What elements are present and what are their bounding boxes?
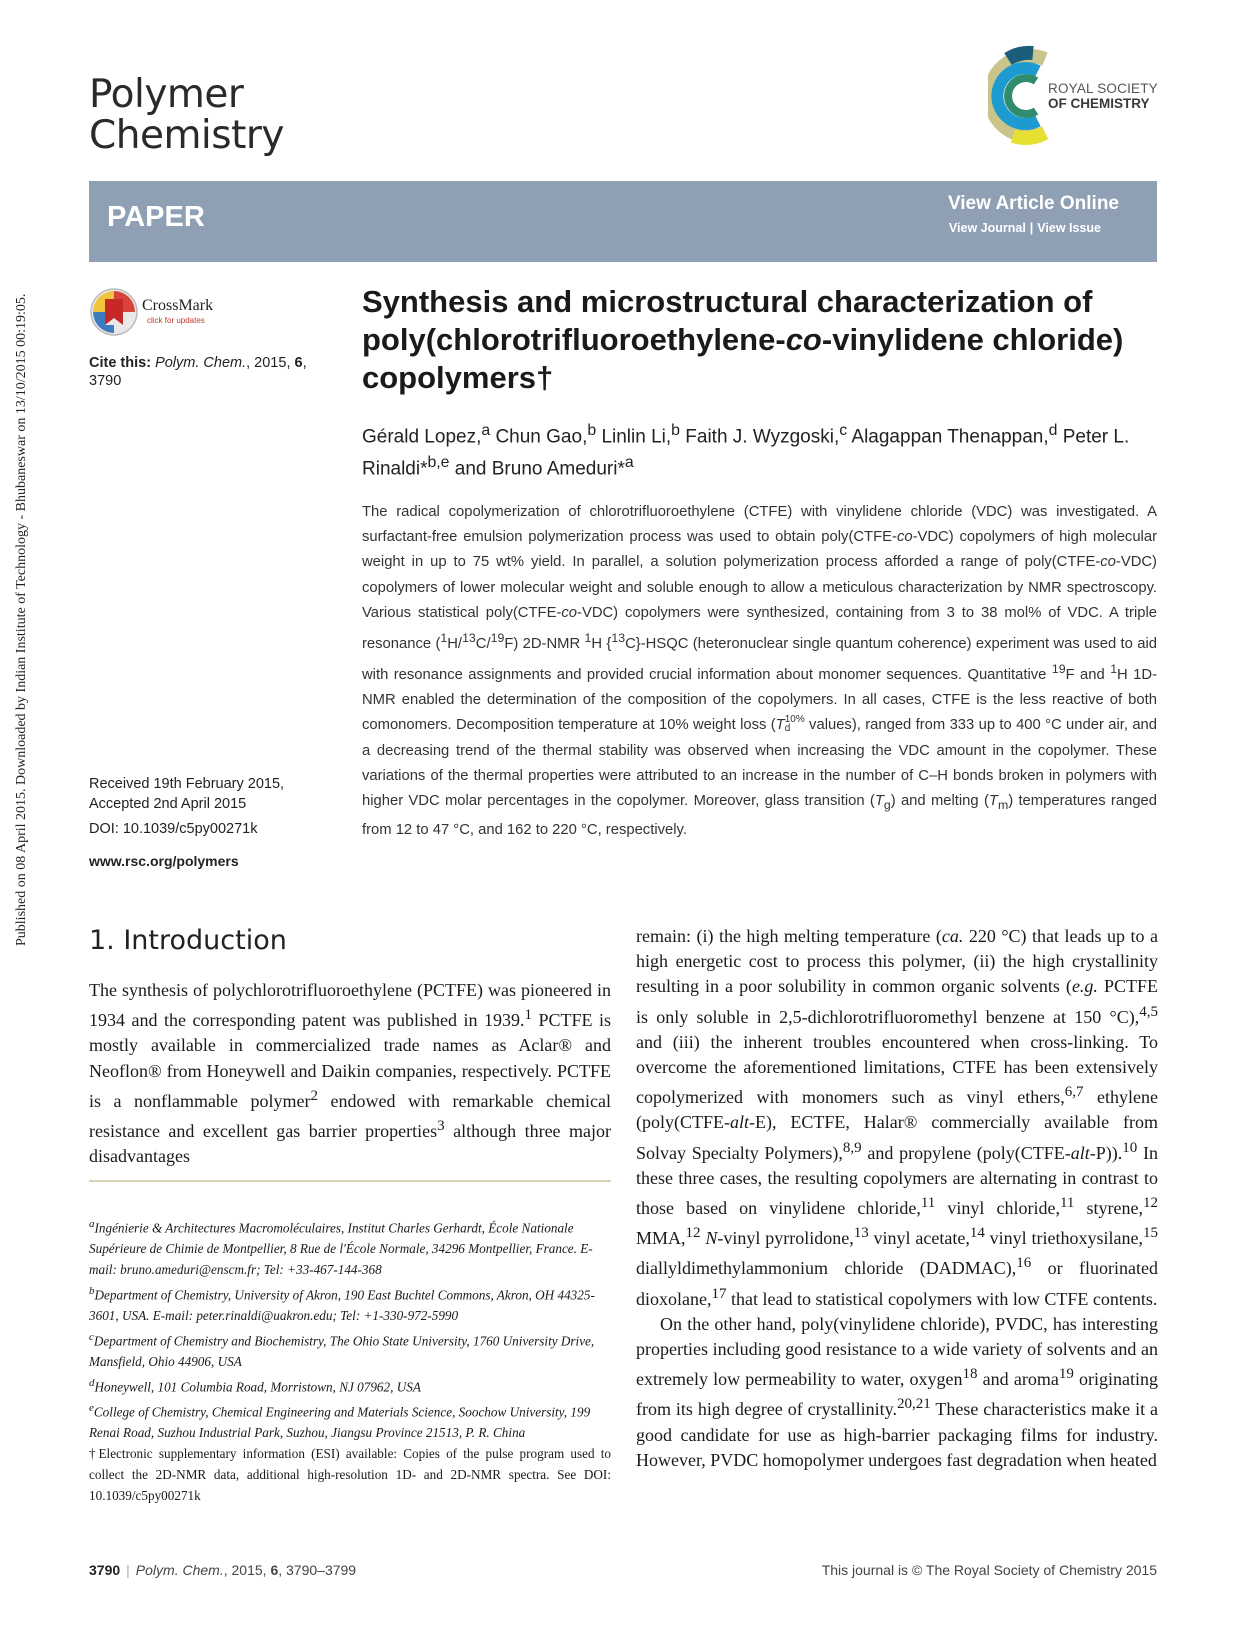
author-list [362,418,1162,483]
body-text: or fluorinated dioxolane, [636,1258,1159,1309]
isotope-mass: 19 [490,631,505,646]
citation-ref[interactable]: 2 [310,1087,319,1104]
footnote-text: Honeywell, 101 Columbia Road, Morristown, NJ 07962, USA [94,1379,421,1395]
citation-ref[interactable]: 19 [1058,1366,1074,1383]
abstract-text: F and [1065,667,1111,684]
rsc-logo-line1: ROYAL SOCIETY [1048,81,1158,96]
td-subscript: d [784,723,791,735]
abstract-text: -VDC) copolymers of high molecular weight in up to 75 wt% yield. In parallel, a solution polymerization process afforded a range of poly(CTFE- [362,529,1157,571]
body-text: vinyl acetate, [868,1228,970,1249]
journal-title-line2: Chemistry [89,113,284,158]
footnote-marker: e [89,1401,94,1414]
body-text: In these three cases, the resulting copolymers are alternating in contrast to those based on vinylidene chloride, [636,1142,1159,1219]
citation-ref[interactable]: 17 [711,1285,727,1302]
citation-ref[interactable]: 4,5 [1139,1003,1158,1020]
cite-year: , 2015, [246,355,291,371]
body-text: MMA, [636,1228,686,1249]
abstract-italic: co [561,604,578,621]
author[interactable]: Gérald Lopez, [362,426,482,448]
cite-page: , 3790 [89,355,307,389]
body-text: -E), ECTFE, Halar® commercially available from Solvay Specialty Polymers), [636,1112,1158,1163]
body-text: -vinyl pyrrolidone, [717,1228,854,1249]
crossmark-label: CrossMark [142,297,214,314]
footer-year: , 2015, [223,1562,267,1578]
abstract [362,500,1157,843]
crossmark-sub: click for updates [147,316,205,325]
citation-ref[interactable]: 12 [1143,1195,1158,1212]
symbol-tm: T [988,793,998,810]
abstract-text: C/ [475,635,491,652]
article-title-part1: Synthesis and microstructural characterization of poly(chlorotrifluoroethylene- [362,284,1093,357]
isotope-mass: 13 [462,631,476,646]
citation-ref[interactable]: 16 [1016,1255,1032,1272]
article-title [362,283,1162,397]
crossmark-badge[interactable] [89,287,229,339]
article-title-co: co [785,322,822,357]
section-heading-introduction: 1. Introduction [89,925,287,956]
affiliation-footnote [89,1327,611,1373]
citation-ref[interactable]: 14 [969,1225,985,1242]
author-affiliation: b [587,422,597,439]
cite-prefix: Cite this: [89,355,152,371]
view-article-online-link[interactable]: View Article Online [947,193,1119,214]
body-text: These characteristics make it a good candidate for use as high-barrier packaging films for industry. However, PVDC homopolymer undergoes fast degradation when heated [636,1399,1158,1470]
affiliation-footnote [89,1281,611,1327]
view-issue-link[interactable]: View Issue [1037,221,1101,235]
body-text: and aroma [977,1369,1059,1390]
body-text: -P)). [1089,1142,1123,1163]
abstract-text: H 1D-NMR enabled the determination of the composition of the copolymers. In all cases, CTFE is the less reactive of both comonomers. Decomposition temperature at 10% weight loss ( [362,667,1158,734]
accepted-date: Accepted 2nd April 2015 [89,796,247,812]
symbol-td: T [775,717,785,734]
isotope-mass: 1 [440,631,448,646]
body-text: vinyl chloride, [935,1198,1060,1219]
abstract-text: ) temperatures ranged from 12 to 47 °C, and 162 to 220 °C, respectively. [362,793,1158,839]
citation-ref[interactable]: 10 [1122,1139,1138,1156]
footnote-text: College of Chemistry, Chemical Engineering and Materials Science, Soochow University, 199 Renai Road, Suzhou Industrial Park, Suzhou, Jiangsu Province 21513, P. R. China [89,1404,591,1441]
journal-title[interactable] [89,74,349,156]
footnote-marker: b [89,1284,95,1297]
body-text: and propylene (poly(CTFE- [861,1142,1071,1163]
author[interactable]: Peter L. Rinaldi* [362,426,1130,480]
body-text: 220 °C) that leads up to a high energetic cost to process this polymer, (ii) the high crystallinity resulting in a poor solubility in common organic solvents ( [636,926,1158,997]
abstract-text: -VDC) copolymers were synthesized, containing from 3 to 38 mol% of VDC. A triple resonance ( [362,604,1157,652]
citation-ref[interactable]: 12 [685,1225,701,1242]
banner-link-separator: | [1029,221,1034,235]
journal-title-line1: Polymer [89,72,244,117]
footnote-divider [89,1180,611,1182]
symbol-tg: T [874,793,884,810]
abstract-italic: co [896,529,913,546]
body-column-right [636,924,1158,1473]
body-text: On the other hand, poly(vinylidene chloride), PVDC, has interesting properties including good resistance to a wide variety of solvents and an extremely low permeability to water, oxygen [636,1313,1158,1390]
footnote-marker: d [89,1376,95,1389]
page-number: 3790 [89,1562,121,1578]
citation-ref[interactable]: 1 [524,1007,532,1024]
abstract-text: C}-HSQC (heteronuclear single quantum coherence) experiment was used to aid with resonance assignments and provided crucial information about monomer sequences. Quantitative [362,635,1157,684]
footnote-text: Department of Chemistry and Biochemistry, The Ohio State University, 1760 University Drive, Mansfield, Ohio 44906, USA [89,1333,595,1369]
body-italic: alt [1070,1142,1090,1163]
isotope-mass: 1 [1110,662,1118,677]
body-italic: e.g. [1071,976,1098,997]
download-notice [4,230,44,950]
body-italic: alt [730,1112,750,1133]
article-doi[interactable]: DOI: 10.1039/c5py00271k [89,821,258,837]
isotope-mass: 19 [1051,662,1066,677]
citation-ref[interactable]: 11 [920,1195,936,1212]
paragraph [636,924,1158,1312]
affiliation-footnote [89,1373,611,1398]
page-footer-copyright: This journal is © The Royal Society of Chemistry 2015 [821,1562,1157,1578]
author-affiliation: a [481,422,491,439]
cite-this [89,354,329,390]
body-text: The synthesis of polychlorotrifluoroethylene (PCTFE) was pioneered in 1934 and the corresponding patent was published in 1939. [89,980,611,1031]
footnote-text: Department of Chemistry, University of Akron, 190 East Buchtel Commons, Akron, OH 44325-3601, USA. E-mail: peter.rinaldi@uakron.edu; Tel: +1-330-972-5990 [89,1287,595,1323]
citation-ref[interactable]: 11 [1059,1195,1075,1212]
body-text: that lead to statistical copolymers with low CTFE contents. [726,1288,1158,1309]
footer-pages: , 3790–3799 [278,1562,357,1578]
page-footer-left [89,1562,356,1578]
footnote-marker: c [89,1330,94,1343]
isotope-mass: 1 [584,631,592,646]
body-text: styrene, [1074,1198,1143,1219]
paragraph [636,1312,1158,1473]
citation-ref[interactable]: 8,9 [842,1139,862,1156]
citation-ref[interactable]: 15 [1143,1225,1158,1242]
body-italic: N [705,1228,718,1249]
affiliation-footnote [89,1214,611,1281]
body-text: PCTFE is only soluble in 2,5-dichlorotrifluoromethyl benzene at 150 °C), [636,976,1158,1027]
body-text: PCTFE is mostly available in commercialized trade names as Aclar® and Neoflon® from Honeywell and Daikin companies, respectively. PCTFE is a nonflammable polymer [89,1010,611,1111]
footer-separator: | [126,1562,130,1578]
author-affiliation: a [624,454,634,472]
body-column-left [89,978,611,1169]
cite-volume: 6 [294,355,303,371]
body-text: originating from its high degree of crystallinity. [636,1369,1158,1420]
td-superscript: 10% [784,714,805,726]
citation-ref[interactable]: 20,21 [896,1396,931,1413]
body-text: and (iii) the inherent troubles encountered when cross-linking. To overcome the aforementioned limitations, CTFE has been extensively copolymerized with monomers such as vinyl ethers, [636,1031,1158,1108]
author-affiliation: b [671,422,680,439]
rsc-logo[interactable] [988,41,1168,151]
received-date: Received 19th February 2015, [89,776,285,792]
esi-footnote: †Electronic supplementary information (ESI) available: Copies of the pulse program used to collect the 2D-NMR data, additional high-resolution 1D- and 2D-NMR spectra. See DOI: 10.1039/c5py00271k [89,1445,611,1503]
article-title-part2: -vinylidene chloride) copolymers† [362,322,1124,395]
author-affiliation: b,e [427,454,450,472]
article-type: PAPER [107,201,205,233]
banner-links [949,221,1101,235]
abstract-text: H/ [447,635,463,652]
citation-ref[interactable]: 18 [962,1366,978,1383]
abstract-text: F) 2D-NMR [504,635,585,652]
abstract-text: H { [591,635,612,652]
rsc-logo-line2: OF CHEMISTRY [1048,96,1150,111]
footer-journal: Polym. Chem. [135,1562,224,1578]
author[interactable]: and Bruno Ameduri* [454,458,625,480]
body-text: ethylene (poly(CTFE- [636,1087,1158,1133]
body-text: diallyldimethylammonium chloride (DADMAC), [636,1258,1017,1279]
author[interactable]: Chun Gao, [495,426,588,448]
footnote-text: Ingénierie & Architectures Macromoléculaires, Institut Charles Gerhardt, École Nationale Supérieure de Chimie de Montpellier, 8 Rue de l'École Normale, 34296 Montpellier, France. E-mail: bruno.ameduri@enscm.fr; Tel: +33-467-144-368 [89,1220,593,1277]
author-affiliation: c [839,422,848,439]
rsc-logo-text [1048,81,1158,111]
isotope-mass: 13 [611,631,626,646]
author[interactable]: Faith J. Wyzgoski, [685,426,840,448]
paragraph [89,978,611,1169]
footnote-marker: a [89,1218,95,1230]
body-italic: ca. [941,926,964,946]
article-type-banner [89,181,1157,262]
body-text: although three major disadvantages [89,1121,611,1167]
tg-subscript: g [883,798,891,813]
cite-journal: Polym. Chem. [155,355,247,371]
footnotes [89,1214,611,1506]
download-notice-text: Published on 08 April 2015. Downloaded by Indian Institute of Technology - Bhubaneswar on 13/10/2015 00:19:05. [14,293,29,946]
citation-ref[interactable]: 3 [437,1118,445,1135]
affiliation-footnote [89,1398,611,1444]
abstract-text: The radical copolymerization of chlorotrifluoroethylene (CTFE) with vinylidene chloride (VDC) was investigated. A surfactant-free emulsion polymerization process was used to obtain poly(CTFE- [362,504,1157,546]
author[interactable]: Alagappan Thenappan, [851,426,1049,448]
article-dates [89,774,329,814]
tm-subscript: m [997,798,1009,813]
author[interactable]: Linlin Li, [601,426,672,448]
journal-website-link[interactable]: www.rsc.org/polymers [89,853,239,869]
citation-ref[interactable]: 13 [853,1225,869,1242]
footer-volume: 6 [270,1562,279,1578]
crossmark-icon [89,287,139,337]
abstract-text: values), ranged from 333 up to 400 °C under air, and a decreasing trend of the thermal stability was observed when increasing the VDC amount in the copolymer. These variations of the thermal properties were attributed to an increase in the number of C–H bonds broken in polymers with higher VDC molar percentages in the copolymer. Moreover, glass transition ( [362,717,1158,810]
abstract-text: -VDC) copolymers of lower molecular weight and soluble enough to allow a meticulous characterization by NMR spectroscopy. Various statistical poly(CTFE- [362,554,1157,621]
author-affiliation: d [1048,422,1058,439]
body-text: vinyl triethoxysilane, [984,1228,1143,1249]
view-journal-link[interactable]: View Journal [948,221,1026,235]
body-text: remain: (i) the high melting temperature ( [636,926,942,946]
abstract-text: ) and melting ( [890,793,989,810]
body-text: endowed with remarkable chemical resistance and excellent gas barrier properties [89,1090,611,1142]
citation-ref[interactable]: 6,7 [1064,1084,1084,1101]
abstract-italic: co [1100,554,1116,571]
